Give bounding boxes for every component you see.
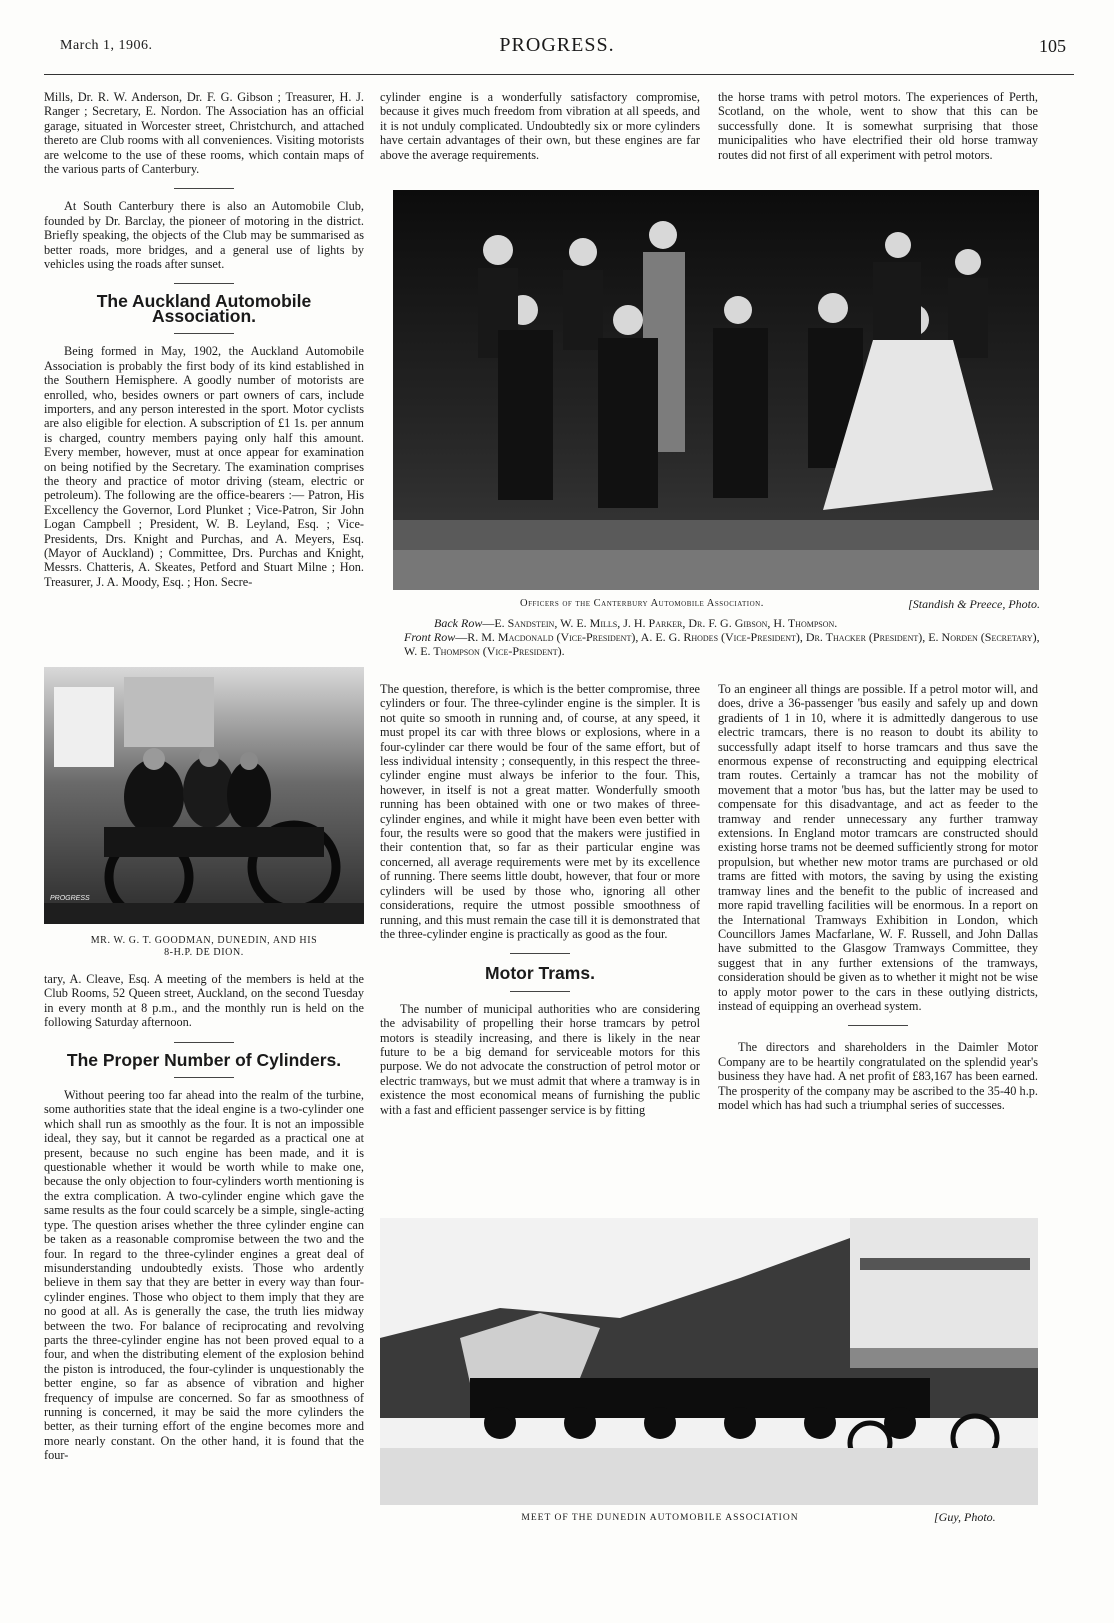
paragraph: The directors and shareholders in the Daimler Motor Company are to be heartily congratulated on the splendid year's business they have had. A net profit of £83,167 has been earned. The prosperity of the company may be ascribed to the 35-40 h.p. model which has had such a triumphal series of successes. [718, 1040, 1038, 1112]
paragraph: the horse trams with petrol motors. The experiences of Perth, Scotland, on the whole, went to show that this can be successfully done. It is somewhat surprising that those municipalities who have electrified their old horse tramway routes did not first of all experiment with petrol motors. [718, 90, 1038, 162]
column-1-bottom [44, 972, 364, 1463]
issue-date: March 1, 1906. [60, 38, 153, 53]
separator [848, 1025, 908, 1026]
paragraph: The question, therefore, is which is the better compromise, three cylinders or four. The three-cylinder engine is the simpler. It is not quite so smooth in running and, of course, at any speed, it must propel its car with three blows or explosions, where in a four-cylinder car there would be four of the same effort, but of less individual intensity ; consequently, in this respect the three-cylinder engine must always be inferior to the four. This, however, in itself is not a great matter. Wonderfully smooth running has been obtained with one or two makes of three-cylinder engines, and while it might have been even better with four, the results were so good that the makers were justified in their contention that, so far as their particular engine was concerned, all average requirements were met by its excellence of running. There seems little doubt, however, that four or more cylinders will be used by those who, ignoring all other considerations, require the utmost possible smoothness of running, and this must remain the case till it is demonstrated that the three-cylinder engine is practically as good as the four. [380, 682, 700, 941]
separator [174, 188, 234, 189]
separator [174, 1077, 234, 1078]
separator [174, 1042, 234, 1043]
dunedin-photo [380, 1218, 1038, 1505]
front-row-label: Front Row [404, 630, 456, 644]
back-row-label: Back Row [434, 616, 483, 630]
front-row-line [404, 630, 1040, 658]
canterbury-caption-names [404, 616, 1040, 658]
separator [174, 283, 234, 284]
photo-watermark: PROGRESS [50, 895, 90, 902]
back-row-line [404, 616, 1040, 630]
paragraph: tary, A. Cleave, Esq. A meeting of the members is held at the Club Rooms, 52 Queen street, Auckland, on the second Tuesday in every month at 8 p.m., and the monthly run is held on the following Saturday afternoon. [44, 972, 364, 1030]
dunedin-photo-image [380, 1218, 1038, 1505]
paragraph: cylinder engine is a wonderfully satisfactory compromise, because it gives much freedom from vibration at all speeds, and it is not unduly complicated. Undoubtedly six or more cylinders have certain advantages of their own, but these engines are far above the average requirements. [380, 90, 700, 162]
auckland-heading: The Auckland Automobile Association. [96, 291, 312, 326]
paragraph: Mills, Dr. R. W. Anderson, Dr. F. G. Gibson ; Treasurer, H. J. Ranger ; Secretary, E. Nordon. The Association has an official garage, situated in Worcester street, Christchurch, and attached thereto are Club rooms with all conveniences. Visiting motorists are welcome to the use of these rooms, which contain maps of the various parts of Canterbury. [44, 90, 364, 177]
front-row-names: —R. M. Macdonald (Vice-President), A. E. G. Rhodes (Vice-President), Dr. Thacker (President), E. Norden (Secretary), W. E. Thompson (Vice-President). [404, 630, 1040, 658]
paragraph: Without peering too far ahead into the realm of the turbine, some authorities state that the ideal engine is a two-cylinder one which shall run as smoothly as the four. It is not an impossible ideal, they say, but it cannot be regarded as a practical one at present, because no such engine has been made, and it is questionable whether it would be worth while to make one, because the only objection to four-cylinders worth mentioning is the extra complication. A two-cylinder engine which gave the same results as the four could scarcely be a simple, single-acting type. The question arises whether the three cylinder engine can be taken as a reasonable compromise between the two and the four. In regard to the three-cylinder engines a great deal of misunderstanding undoubtedly exists. Those who ardently believe in them say that they are better in every way than four-cylinder engines. Those who object to them imply that they are no good at all. As is generally the case, the truth lies midway between the two. For balance of reciprocating and revolving parts the three-cylinder engine has not been proved equal to a four, and when the distributing element of the explosion behind the piston is introduced, the four-cylinder is unquestionably the better engine, so far as absence of vibration and higher frequency of impulse are concerned. So far as smoothness of running is concerned, it may be said the more cylinders the better, as their turning effort of the engine becomes more and more nearly constant. On the other hand, it is found that the four- [44, 1088, 364, 1463]
header-rule [44, 74, 1074, 75]
goodman-photo [44, 667, 364, 924]
separator [510, 991, 570, 992]
goodman-caption [44, 935, 364, 959]
page-number: 105 [1039, 36, 1066, 56]
canterbury-caption-title [520, 598, 764, 609]
cylinders-heading: The Proper Number of Cylinders. [66, 1049, 342, 1070]
caption-line: 8-H.P. DE DION. [164, 947, 244, 958]
column-2-top [380, 90, 700, 162]
column-1-top [44, 90, 364, 589]
column-2-mid [380, 682, 700, 1117]
goodman-photo-image [44, 667, 364, 924]
column-3-mid [718, 682, 1038, 1112]
separator [174, 333, 234, 334]
paragraph: To an engineer all things are possible. If a petrol motor will, and does, drive a 36-passenger 'bus easily and safely up and down gradients of 1 in 10, where it is admittedly dangerous to use electric tramcars, there is no reason to doubt its ability to successfully adapt itself to horse tramcars and thus save the enormous expense of reconstructing and equipping electrical tram routes. Certainly a tramcar has not the mobility of movement that a motor 'bus has, but the latter may be used to compensate for this disadvantage, and act as feeder to the tramway and render unnecessary any further tramway extensions. In England motor tramcars are constructed should existing horse trams not be deemed sufficiently strong for motor propulsion, but whether new motor trams are purchased or old trams are fitted with motors, the saving by using the existing tramway lines and the benefit to the public of increased and more rapid travelling facilities will be enormous. In a report on the International Tramways Exhibition in London, which Councillors James Macfarlane, W. F. Russell, and John Dallas have submitted to the Glasgow Tramways Committee, they suggest that in any further extensions of the tramways, consideration should be given as to whether it might not be wise to apply motor power to the cars in these outlying districts, instead of equipping an overhead system. [718, 682, 1038, 1013]
column-3-top [718, 90, 1038, 162]
paragraph: Being formed in May, 1902, the Auckland Automobile Association is probably the first body of its kind established in the Southern Hemisphere. A goodly number of motorists are enrolled, who, besides owners or part owners of cars, include importers, and any person interested in the sport. Motor cyclists are also eligible for election. A subscription of £1 1s. per annum is charged, country members paying only half this amount. Every member, however, must at once appear for examination on being notified by the Secretary. The examination comprises the theory and practice of motor driving (steam, electric or petroleum). The following are the office-bearers :— Patron, His Excellency the Governor, Lord Plunket ; Vice-Patron, Sir John Logan Campbell ; President, W. B. Leyland, Esq. ; Vice-Presidents, Drs. Knight and Purchas, and A. Meyers, Esq. (Mayor of Auckland) ; Committee, Drs. Purchas and Knight, Messrs. Chatteris, A. Skeates, Petford and Stuart Milne ; Hon. Treasurer, J. A. Moody, Esq. ; Hon. Secre- [44, 344, 364, 589]
paragraph: The number of municipal authorities who are considering the advisability of propelling their horse tramcars by petrol motors is steadily increasing, and there is likely in the near future to be a big demand for serviceable motors for this purpose. We do not advocate the construction of petrol motor or electric tramways, but we must admit that where a tramway is in existence the most economical means of furnishing the public with a fast and efficient passenger service is by fitting [380, 1001, 700, 1117]
canterbury-photo-image [393, 190, 1039, 590]
separator [510, 953, 570, 954]
dunedin-photo-credit: [Guy, Photo. [934, 1510, 996, 1524]
caption-line: MR. W. G. T. GOODMAN, DUNEDIN, AND HIS [90, 935, 318, 946]
canterbury-photo [393, 190, 1039, 590]
canterbury-photo-credit: [Standish & Preece, Photo. [908, 597, 1040, 611]
motor-trams-heading: Motor Trams. [485, 963, 595, 984]
caption-title: Officers of the Canterbury Automobile Association. [520, 598, 764, 609]
back-row-names: —E. Sandstein, W. E. Mills, J. H. Parker, Dr. F. G. Gibson, H. Thompson. [482, 616, 838, 630]
dunedin-caption: MEET OF THE DUNEDIN AUTOMOBILE ASSOCIATION [521, 1513, 799, 1523]
paragraph: At South Canterbury there is also an Automobile Club, founded by Dr. Barclay, the pioneer of motoring in the district. Briefly speaking, the objects of the Club may be summarised as better roads, more bridges, and a general use of lights by vehicles using the roads after sunset. [44, 199, 364, 272]
publication-title: PROGRESS. [499, 34, 615, 56]
